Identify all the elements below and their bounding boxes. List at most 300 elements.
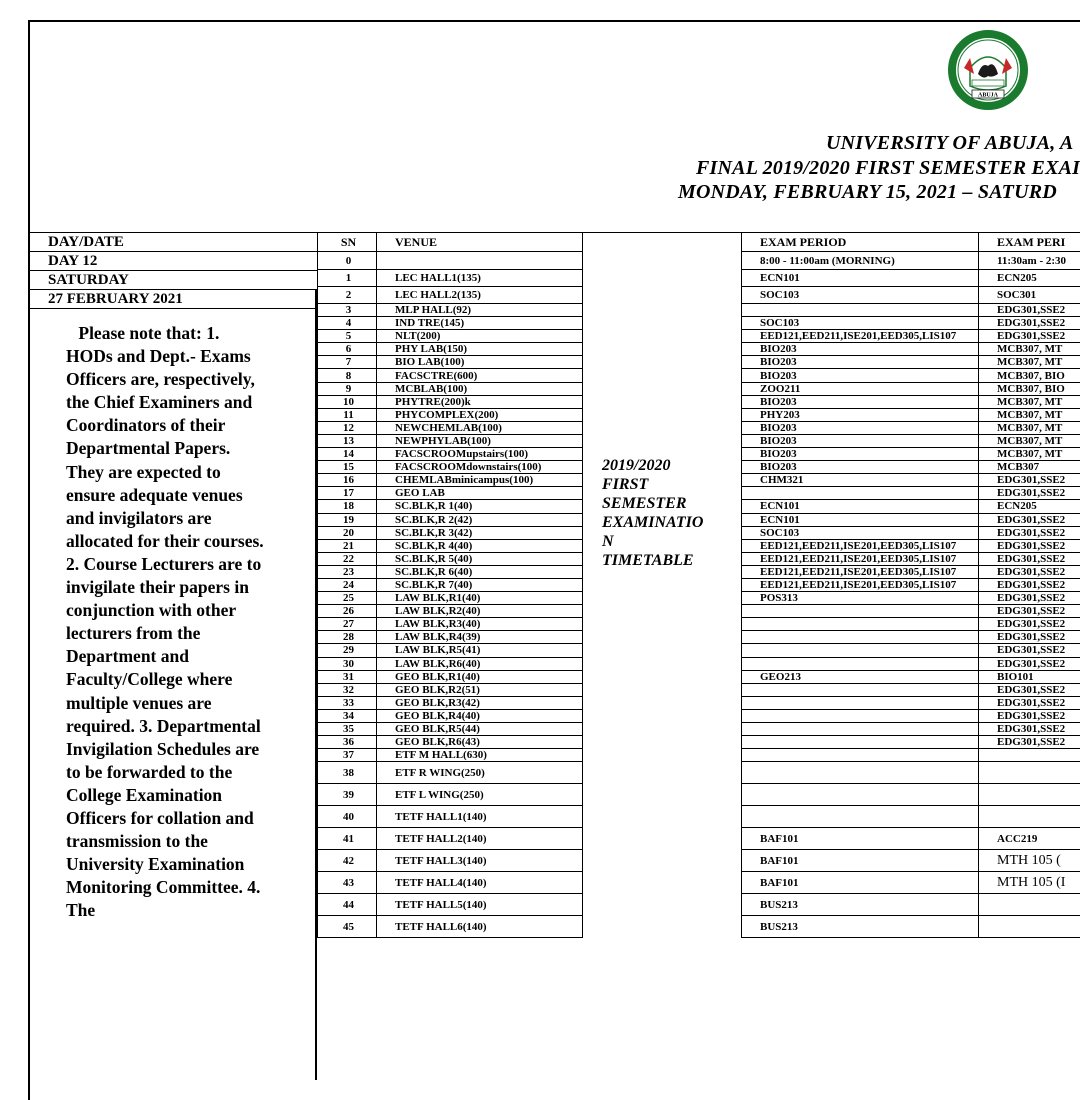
venue-row <box>318 749 583 762</box>
venue-row <box>318 670 583 683</box>
venue-sn: 34 <box>318 709 377 722</box>
exam-morning-course <box>742 696 979 709</box>
venue-row <box>318 578 583 591</box>
notice-text: Please note that: 1. HODs and Dept.- Exams Officers are, respectively, the Chief Examiners and Coordinators of their Departmental Papers. They are expected to ensure adequate venues and invigilators are allocated for their courses. 2. Course Lecturers are to invigilate their papers in conjunction with other lecturers from the Department and Faculty/College where multiple venues are required. 3. Departmental Invigilation Schedules are to be forwarded to the College Examination Officers for collation and transmission to the University Examination Monitoring Committee. 4. The <box>66 322 266 922</box>
exam-row <box>742 565 1080 578</box>
exam-row <box>742 500 1080 513</box>
exam-afternoon-course: EDG301,SSE2 <box>979 474 1080 487</box>
exam-row <box>742 343 1080 356</box>
exam-morning-course: SOC103 <box>742 317 979 330</box>
venue-row <box>318 784 583 806</box>
exam-afternoon-course: MCB307, MT <box>979 356 1080 369</box>
venue-sn: 25 <box>318 592 377 605</box>
exam-row <box>742 683 1080 696</box>
exam-morning-course: EED121,EED211,ISE201,EED305,LIS107 <box>742 565 979 578</box>
exam-afternoon-course <box>979 806 1080 828</box>
exam-row <box>742 618 1080 631</box>
exam-morning-course <box>742 644 979 657</box>
venue-name: CHEMLABminicampus(100) <box>377 474 583 487</box>
timetable-label-line: TIMETABLE <box>602 551 732 570</box>
venue-row <box>318 330 583 343</box>
venue-row <box>318 369 583 382</box>
venue-sn: 43 <box>318 872 377 894</box>
venue-row <box>318 461 583 474</box>
exam-afternoon-course: EDG301,SSE2 <box>979 317 1080 330</box>
exam-morning-course: ECN101 <box>742 500 979 513</box>
exam-morning-course: ECN101 <box>742 270 979 287</box>
venue-sn: 22 <box>318 552 377 565</box>
exam-morning-course: BAF101 <box>742 850 979 872</box>
venue-sn: 5 <box>318 330 377 343</box>
venue-name: TETF HALL6(140) <box>377 916 583 938</box>
exam-row <box>742 723 1080 736</box>
exam-row <box>742 578 1080 591</box>
exam-afternoon-course: BIO101 <box>979 670 1080 683</box>
venue-name: PHY LAB(150) <box>377 343 583 356</box>
venue-sn: 14 <box>318 448 377 461</box>
exam-morning-course: BIO203 <box>742 395 979 408</box>
middle-column-border <box>582 232 742 253</box>
venue-name: SC.BLK,R 2(42) <box>377 513 583 526</box>
exam-row <box>742 605 1080 618</box>
venue-row <box>318 657 583 670</box>
venue-sn: 16 <box>318 474 377 487</box>
venue-row <box>318 408 583 421</box>
exam-morning-course: SOC103 <box>742 526 979 539</box>
exam-row <box>742 252 1080 270</box>
venue-name: SC.BLK,R 1(40) <box>377 500 583 513</box>
exam-afternoon-course: EDG301,SSE2 <box>979 565 1080 578</box>
exam-row <box>742 828 1080 850</box>
venue-sn: 11 <box>318 408 377 421</box>
venue-name: LAW BLK,R2(40) <box>377 605 583 618</box>
exam-afternoon-course: MCB307, MT <box>979 408 1080 421</box>
exam-afternoon-course: MCB307, MT <box>979 421 1080 434</box>
venue-row <box>318 592 583 605</box>
exam-date: 27 FEBRUARY 2021 <box>30 290 318 309</box>
venue-row <box>318 762 583 784</box>
venue-row <box>318 287 583 304</box>
exam-afternoon-course: MTH 105 ( <box>979 850 1080 872</box>
exam-row <box>742 330 1080 343</box>
title-semester: FINAL 2019/2020 FIRST SEMESTER EXAI <box>696 157 1080 180</box>
venue-sn: 45 <box>318 916 377 938</box>
exam-morning-course <box>742 806 979 828</box>
venue-row <box>318 317 583 330</box>
exam-row <box>742 657 1080 670</box>
exam-afternoon-course: MCB307, MT <box>979 395 1080 408</box>
exam-morning-course: BAF101 <box>742 828 979 850</box>
venue-name: NEWPHYLAB(100) <box>377 434 583 447</box>
venue-row <box>318 605 583 618</box>
exam-morning-course: ZOO211 <box>742 382 979 395</box>
venue-sn: 17 <box>318 487 377 500</box>
venue-name: TETF HALL1(140) <box>377 806 583 828</box>
exam-afternoon-course: MCB307, MT <box>979 434 1080 447</box>
exam-row <box>742 287 1080 304</box>
venue-row <box>318 696 583 709</box>
exam-afternoon-course: EDG301,SSE2 <box>979 605 1080 618</box>
venue-sn: 26 <box>318 605 377 618</box>
exam-afternoon-course: EDG301,SSE2 <box>979 709 1080 722</box>
exam-morning-course <box>742 304 979 317</box>
exam-row <box>742 317 1080 330</box>
exam-afternoon-course: EDG301,SSE2 <box>979 657 1080 670</box>
exam-afternoon-course <box>979 916 1080 938</box>
venue-row <box>318 500 583 513</box>
exam-afternoon-course: MCB307 <box>979 461 1080 474</box>
venue-sn: 23 <box>318 565 377 578</box>
venue-sn: 31 <box>318 670 377 683</box>
exam-morning-course: BUS213 <box>742 894 979 916</box>
day-date-header: DAY/DATE <box>30 233 318 252</box>
venue-sn: 18 <box>318 500 377 513</box>
venue-sn: 28 <box>318 631 377 644</box>
exam-afternoon-course: MTH 105 (I <box>979 872 1080 894</box>
exam-afternoon-course: 11:30am - 2:30 <box>979 252 1080 270</box>
venue-name: ETF L WING(250) <box>377 784 583 806</box>
exam-afternoon-course <box>979 749 1080 762</box>
exam-afternoon-course: MCB307, MT <box>979 448 1080 461</box>
exam-row <box>742 850 1080 872</box>
venue-sn: 3 <box>318 304 377 317</box>
venue-row <box>318 644 583 657</box>
exam-afternoon-course: EDG301,SSE2 <box>979 552 1080 565</box>
exam-row <box>742 736 1080 749</box>
venue-sn: 4 <box>318 317 377 330</box>
exam-morning-course: BIO203 <box>742 343 979 356</box>
timetable-label <box>602 456 732 570</box>
university-logo <box>948 28 1028 118</box>
exam-afternoon-course: EDG301,SSE2 <box>979 578 1080 591</box>
venue-sn: 8 <box>318 369 377 382</box>
venue-row <box>318 683 583 696</box>
venue-name: LAW BLK,R6(40) <box>377 657 583 670</box>
exam-row <box>742 806 1080 828</box>
venue-sn: 44 <box>318 894 377 916</box>
exam-row <box>742 670 1080 683</box>
venue-name: MCBLAB(100) <box>377 382 583 395</box>
exam-morning-course: 8:00 - 11:00am (MORNING) <box>742 252 979 270</box>
exam-afternoon-course: ACC219 <box>979 828 1080 850</box>
venue-name: TETF HALL3(140) <box>377 850 583 872</box>
exam-afternoon-course: EDG301,SSE2 <box>979 539 1080 552</box>
venue-name: SC.BLK,R 7(40) <box>377 578 583 591</box>
day-number: DAY 12 <box>30 252 318 271</box>
venue-sn: 29 <box>318 644 377 657</box>
venue-name: NEWCHEMLAB(100) <box>377 421 583 434</box>
venue-sn: 19 <box>318 513 377 526</box>
venue-sn: 12 <box>318 421 377 434</box>
venue-name <box>377 252 583 270</box>
exam-row <box>742 872 1080 894</box>
venue-sn: 27 <box>318 618 377 631</box>
venue-row <box>318 421 583 434</box>
venue-sn: 6 <box>318 343 377 356</box>
venue-name: TETF HALL5(140) <box>377 894 583 916</box>
exam-row <box>742 539 1080 552</box>
exam-row <box>742 304 1080 317</box>
venue-row <box>318 513 583 526</box>
venue-name: PHYTRE(200)k <box>377 395 583 408</box>
venue-sn: 7 <box>318 356 377 369</box>
venue-sn: 41 <box>318 828 377 850</box>
venue-name: SC.BLK,R 5(40) <box>377 552 583 565</box>
exam-afternoon-course: EDG301,SSE2 <box>979 631 1080 644</box>
venue-row <box>318 565 583 578</box>
venue-sn: 24 <box>318 578 377 591</box>
exam-afternoon-course: SOC301 <box>979 287 1080 304</box>
logo-banner-text: ABUJA <box>978 93 999 99</box>
venue-sn: 42 <box>318 850 377 872</box>
exam-row <box>742 382 1080 395</box>
venue-sn: 9 <box>318 382 377 395</box>
venue-name: SC.BLK,R 4(40) <box>377 539 583 552</box>
venue-row <box>318 382 583 395</box>
exam-morning-course: EED121,EED211,ISE201,EED305,LIS107 <box>742 552 979 565</box>
venue-name: LEC HALL1(135) <box>377 270 583 287</box>
exam-morning-course: CHM321 <box>742 474 979 487</box>
exam-morning-course: BUS213 <box>742 916 979 938</box>
exam-afternoon-course: MCB307, MT <box>979 343 1080 356</box>
venue-row <box>318 552 583 565</box>
exam-row <box>742 696 1080 709</box>
venue-name: FACSCTRE(600) <box>377 369 583 382</box>
venue-row <box>318 618 583 631</box>
venue-row <box>318 448 583 461</box>
exam-afternoon-course: MCB307, BIO <box>979 382 1080 395</box>
venue-row <box>318 252 583 270</box>
exam-morning-course: EED121,EED211,ISE201,EED305,LIS107 <box>742 578 979 591</box>
exam-morning-course <box>742 736 979 749</box>
exam-row <box>742 552 1080 565</box>
venue-sn: 38 <box>318 762 377 784</box>
venue-name: GEO BLK,R6(43) <box>377 736 583 749</box>
timetable-label-line: N <box>602 532 732 551</box>
exam-row <box>742 461 1080 474</box>
venue-name: ETF M HALL(630) <box>377 749 583 762</box>
venue-sn: 37 <box>318 749 377 762</box>
exam-morning-course: BIO203 <box>742 356 979 369</box>
exam-morning-course: BIO203 <box>742 369 979 382</box>
venue-row <box>318 723 583 736</box>
venue-name: LAW BLK,R1(40) <box>377 592 583 605</box>
venue-sn: 13 <box>318 434 377 447</box>
venue-name: TETF HALL4(140) <box>377 872 583 894</box>
exam-morning-course: PHY203 <box>742 408 979 421</box>
exam-morning-course <box>742 618 979 631</box>
exam-afternoon-course <box>979 762 1080 784</box>
exam-morning-course: ECN101 <box>742 513 979 526</box>
venue-name: FACSCROOMupstairs(100) <box>377 448 583 461</box>
exam-afternoon-course: EDG301,SSE2 <box>979 526 1080 539</box>
weekday: SATURDAY <box>30 271 318 290</box>
exam-row <box>742 408 1080 421</box>
venue-name: GEO BLK,R1(40) <box>377 670 583 683</box>
venue-table <box>317 232 583 938</box>
venue-name: LAW BLK,R4(39) <box>377 631 583 644</box>
venue-name: GEO BLK,R5(44) <box>377 723 583 736</box>
timetable-label-line: FIRST <box>602 475 732 494</box>
venue-row <box>318 526 583 539</box>
exam-row <box>742 644 1080 657</box>
venue-name: SC.BLK,R 6(40) <box>377 565 583 578</box>
exam-row <box>742 526 1080 539</box>
venue-sn: 10 <box>318 395 377 408</box>
venue-sn: 36 <box>318 736 377 749</box>
exam-afternoon-course: EDG301,SSE2 <box>979 330 1080 343</box>
exam-row <box>742 369 1080 382</box>
venue-row <box>318 434 583 447</box>
exam-row <box>742 421 1080 434</box>
venue-name: MLP HALL(92) <box>377 304 583 317</box>
venue-row <box>318 828 583 850</box>
exam-row <box>742 487 1080 500</box>
exam-row <box>742 749 1080 762</box>
exam-morning-course: BIO203 <box>742 461 979 474</box>
venue-name: LAW BLK,R3(40) <box>377 618 583 631</box>
exam-morning-course: POS313 <box>742 592 979 605</box>
venue-row <box>318 539 583 552</box>
venue-row <box>318 631 583 644</box>
sn-header: SN <box>318 233 377 252</box>
exam-morning-course <box>742 657 979 670</box>
exam-afternoon-course: EDG301,SSE2 <box>979 592 1080 605</box>
exam-afternoon-course: MCB307, BIO <box>979 369 1080 382</box>
venue-row <box>318 850 583 872</box>
exam-afternoon-course: EDG301,SSE2 <box>979 683 1080 696</box>
venue-name: GEO BLK,R3(42) <box>377 696 583 709</box>
exam-row <box>742 916 1080 938</box>
exam-morning-course <box>742 784 979 806</box>
exam-row <box>742 513 1080 526</box>
venue-sn: 40 <box>318 806 377 828</box>
venue-name: GEO BLK,R2(51) <box>377 683 583 696</box>
exam-period-header-1: EXAM PERIOD <box>742 233 979 252</box>
title-university: UNIVERSITY OF ABUJA, A <box>826 132 1073 155</box>
exam-morning-course <box>742 709 979 722</box>
venue-name: PHYCOMPLEX(200) <box>377 408 583 421</box>
venue-row <box>318 806 583 828</box>
exam-morning-course: BIO203 <box>742 434 979 447</box>
exam-afternoon-course: EDG301,SSE2 <box>979 696 1080 709</box>
venue-row <box>318 487 583 500</box>
venue-header: VENUE <box>377 233 583 252</box>
exam-row <box>742 784 1080 806</box>
venue-row <box>318 916 583 938</box>
exam-morning-course <box>742 487 979 500</box>
exam-row <box>742 762 1080 784</box>
venue-row <box>318 872 583 894</box>
venue-sn: 35 <box>318 723 377 736</box>
exam-row <box>742 631 1080 644</box>
venue-name: IND TRE(145) <box>377 317 583 330</box>
exam-row <box>742 395 1080 408</box>
venue-row <box>318 474 583 487</box>
exam-morning-course <box>742 605 979 618</box>
exam-morning-course: EED121,EED211,ISE201,EED305,LIS107 <box>742 539 979 552</box>
venue-sn: 20 <box>318 526 377 539</box>
venue-sn: 1 <box>318 270 377 287</box>
venue-sn: 21 <box>318 539 377 552</box>
exam-row <box>742 894 1080 916</box>
timetable-label-line: EXAMINATIO <box>602 513 732 532</box>
exam-morning-course: GEO213 <box>742 670 979 683</box>
exam-afternoon-course: EDG301,SSE2 <box>979 304 1080 317</box>
venue-name: TETF HALL2(140) <box>377 828 583 850</box>
venue-name: GEO LAB <box>377 487 583 500</box>
venue-row <box>318 304 583 317</box>
exam-afternoon-course: EDG301,SSE2 <box>979 618 1080 631</box>
exam-afternoon-course: ECN205 <box>979 500 1080 513</box>
venue-row <box>318 343 583 356</box>
exam-morning-course <box>742 749 979 762</box>
exam-morning-course <box>742 723 979 736</box>
exam-morning-course: BAF101 <box>742 872 979 894</box>
exam-row <box>742 448 1080 461</box>
exam-afternoon-course: EDG301,SSE2 <box>979 723 1080 736</box>
venue-name: LEC HALL2(135) <box>377 287 583 304</box>
exam-afternoon-course: EDG301,SSE2 <box>979 644 1080 657</box>
venue-row <box>318 736 583 749</box>
exam-row <box>742 356 1080 369</box>
exam-morning-course <box>742 683 979 696</box>
exam-afternoon-course: EDG301,SSE2 <box>979 736 1080 749</box>
exam-afternoon-course: ECN205 <box>979 270 1080 287</box>
exam-morning-course <box>742 631 979 644</box>
venue-sn: 2 <box>318 287 377 304</box>
venue-row <box>318 356 583 369</box>
venue-sn: 15 <box>318 461 377 474</box>
exam-period-header-2: EXAM PERI <box>979 233 1080 252</box>
venue-name: ETF R WING(250) <box>377 762 583 784</box>
exam-row <box>742 270 1080 287</box>
venue-name: NLT(200) <box>377 330 583 343</box>
exam-row <box>742 474 1080 487</box>
venue-name: FACSCROOMdownstairs(100) <box>377 461 583 474</box>
exam-morning-course <box>742 762 979 784</box>
exam-row <box>742 709 1080 722</box>
venue-sn: 0 <box>318 252 377 270</box>
timetable-label-line: SEMESTER <box>602 494 732 513</box>
venue-row <box>318 894 583 916</box>
exam-afternoon-course <box>979 894 1080 916</box>
venue-row <box>318 709 583 722</box>
venue-name: BIO LAB(100) <box>377 356 583 369</box>
exam-morning-course: EED121,EED211,ISE201,EED305,LIS107 <box>742 330 979 343</box>
venue-row <box>318 270 583 287</box>
venue-sn: 39 <box>318 784 377 806</box>
venue-name: LAW BLK,R5(41) <box>377 644 583 657</box>
venue-sn: 33 <box>318 696 377 709</box>
exam-afternoon-course <box>979 784 1080 806</box>
exam-row <box>742 592 1080 605</box>
exam-row <box>742 434 1080 447</box>
title-date-range: MONDAY, FEBRUARY 15, 2021 – SATURD <box>678 181 1057 204</box>
exam-afternoon-course: EDG301,SSE2 <box>979 513 1080 526</box>
exam-morning-course: SOC103 <box>742 287 979 304</box>
venue-sn: 32 <box>318 683 377 696</box>
timetable-label-line: 2019/2020 <box>602 456 732 475</box>
exam-period-table <box>741 232 1080 938</box>
venue-name: GEO BLK,R4(40) <box>377 709 583 722</box>
exam-morning-course: BIO203 <box>742 448 979 461</box>
venue-row <box>318 395 583 408</box>
exam-afternoon-course: EDG301,SSE2 <box>979 487 1080 500</box>
exam-morning-course: BIO203 <box>742 421 979 434</box>
venue-name: SC.BLK,R 3(42) <box>377 526 583 539</box>
venue-sn: 30 <box>318 657 377 670</box>
